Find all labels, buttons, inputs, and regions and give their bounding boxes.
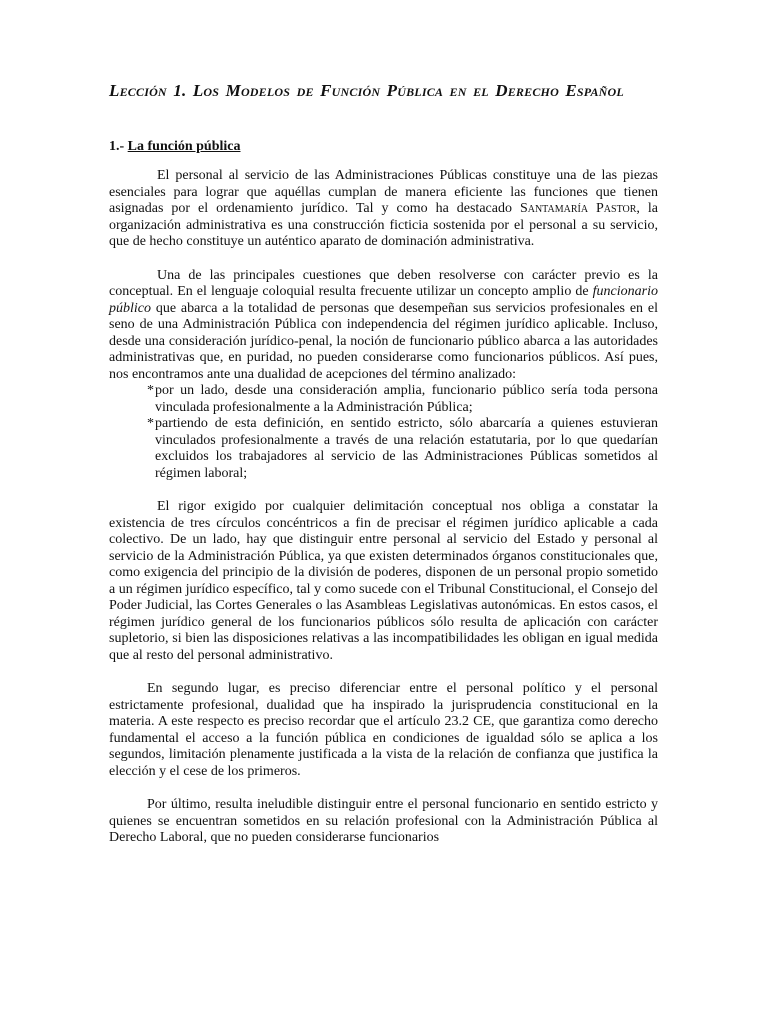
cited-author: Santamaría Pastor [519,201,637,216]
spacer [109,780,658,797]
paragraph-1-text-b: , la organización administrativa es una construcción ficticia sostenida por el personal a su servicio, que de hecho constituye un auténtico aparato de dominación administrativa. [109,201,659,249]
lesson-title: Lección 1. Los Modelos de Función Pública en el Derecho Español [109,81,624,100]
paragraph-1 [109,168,658,251]
italic-term: funcionario público [109,284,658,316]
bullet-mark: * [147,383,154,398]
bullet-mark: * [147,416,154,431]
paragraph-2-text-a: Una de las principales cuestiones que deben resolverse con carácter previo es la conceptual. En el lenguaje coloquial resulta frecuente utilizar un concepto amplio de [109,267,658,299]
paragraph-1-text-a: El personal al servicio de las Administraciones Públicas constituye una de las piezas esenciales para lograr que aquéllas cumplan de manera eficiente las funciones que tienen asignadas por el ordenamiento jurídico. Tal y como ha destacado [109,168,658,216]
section-number: 1.- [109,139,125,154]
bullet-text: partiendo de esta definición, en sentido estricto, sólo abarcaría a quienes estuvieran vinculados profesionalmente a través de una relación estatutaria, por lo que quedarían excluidos los trabajadores al servicio de las Administraciones Públicas sometidos al régimen laboral; [155,416,658,481]
paragraph-2-text-b: que abarca a la totalidad de personas que desempeñan sus servicios profesionales en el seno de una Administración Pública con independencia del régimen jurídico aplicable. Incluso, desde una consideración jurídico-penal, la noción de funcionario público abarca a las autoridades administrativas que, en puridad, no pueden considerarse como funcionarios públicos. Así pues, nos encontramos ante una dualidad de acepciones del término analizado: [109,300,658,382]
spacer [109,155,658,165]
bullet-text: por un lado, desde una consideración amplia, funcionario público sería toda persona vinculada profesionalmente a la Administración Pública; [155,383,658,415]
document-page [109,80,658,847]
bullet-list [109,383,658,482]
paragraph-5: Por último, resulta ineludible distinguir entre el personal funcionario en sentido estricto y quienes se encuentran sometidos en su relación profesional con la Administración Pública al Derecho Laboral, que no pueden considerarse funcionarios [109,797,658,845]
paragraph-2 [109,268,658,384]
list-item [147,383,658,416]
paragraph-4: En segundo lugar, es preciso diferenciar entre el personal político y el personal estrictamente profesional, dualidad que ha inspirado la jurisprudencia constitucional en la materia. A este respecto es preciso recordar que el artículo 23.2 CE, que garantiza como derecho fundamental el acceso a la función pública en condiciones de igualdad sólo se aplica a los segundos, limitación plenamente justificada a la vista de la relación de confianza que justifica la elección y el cese de los primeros. [109,681,658,779]
section-heading [109,138,658,155]
spacer [109,251,658,268]
list-item [147,416,658,482]
paragraph-3: El rigor exigido por cualquier delimitación conceptual nos obliga a constatar la existencia de tres círculos concéntricos a fin de precisar el régimen jurídico aplicable a cada colectivo. De un lado, hay que distinguir entre personal al servicio del Estado y personal al servicio de la Administración Pública, ya que existen determinados órganos constitucionales que, como exigencia del principio de la división de poderes, disponen de un personal propio sometido a un régimen jurídico específico, tal y como sucede con el Tribunal Constitucional, el Consejo del Poder Judicial, las Cortes Generales o las Asambleas Legislativas autonómicas. En estos casos, el régimen jurídico general de los funcionarios públicos sólo resulta de aplicación con carácter supletorio, si bien las disposiciones relativas a las incompatibilidades les obligan en igual medida que al resto del personal administrativo. [109,499,658,663]
spacer [109,664,658,681]
spacer [109,482,658,499]
section-label: La función pública [127,139,241,154]
